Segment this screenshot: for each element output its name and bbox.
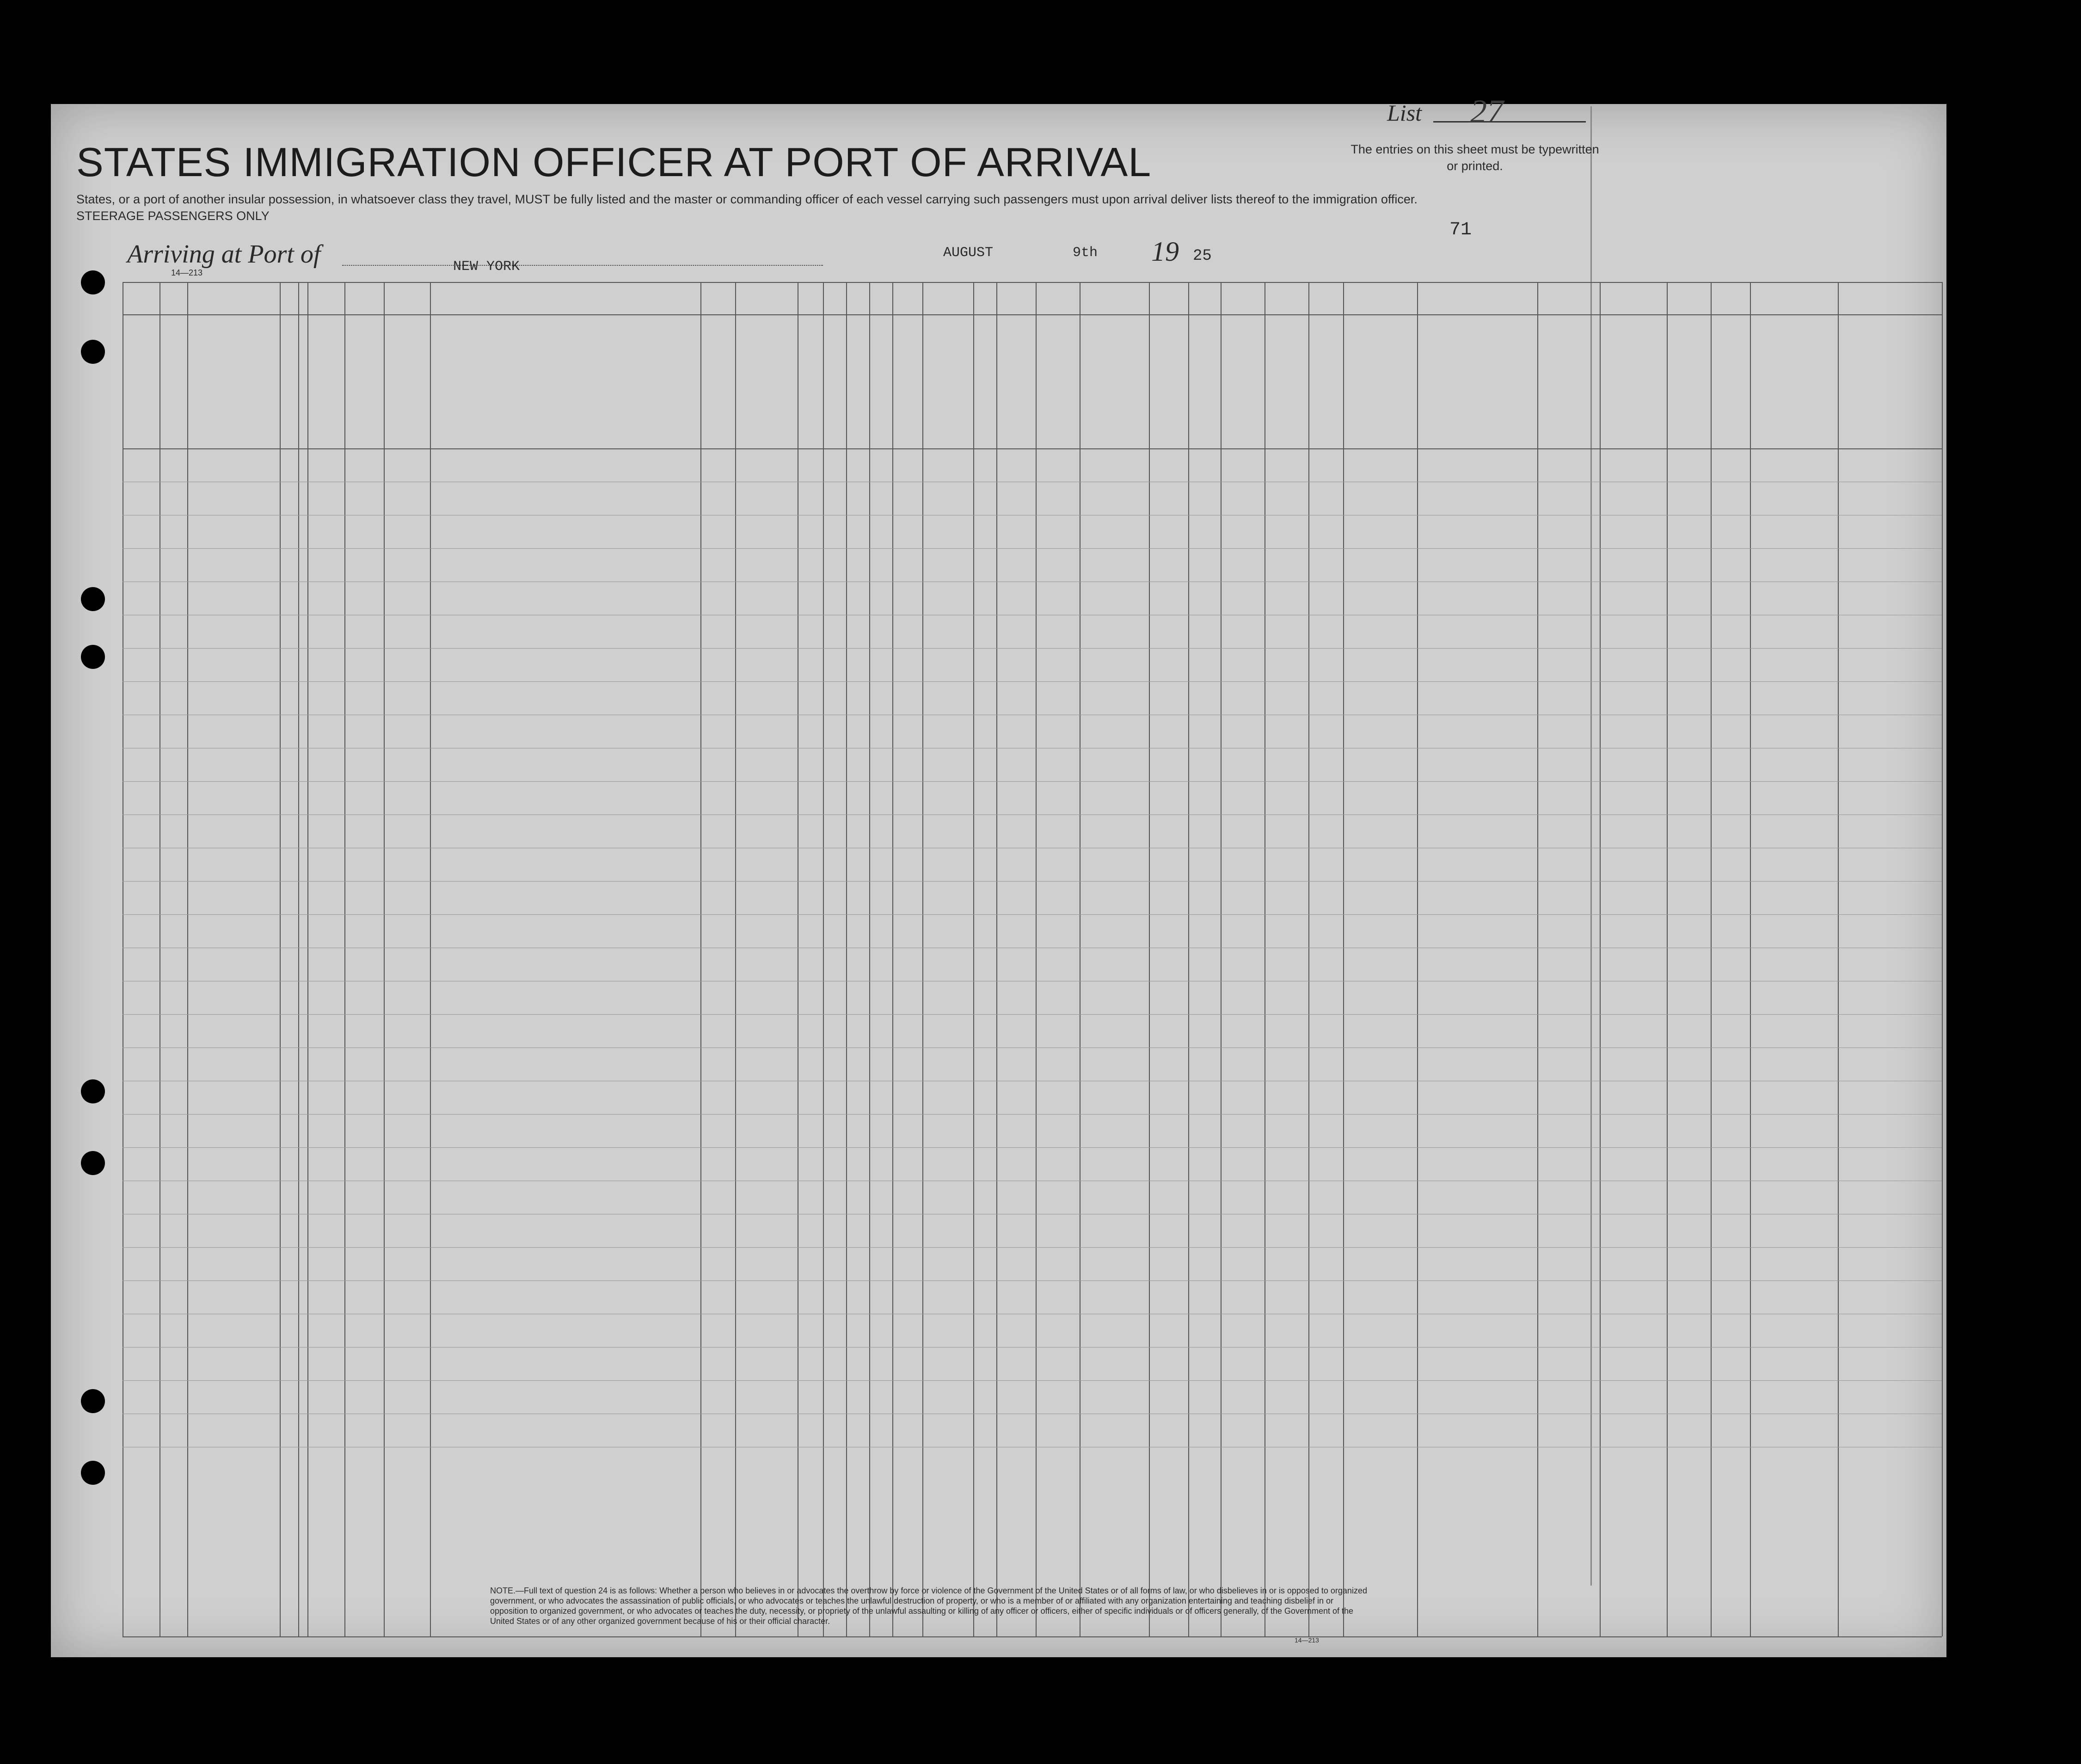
- column-rule: [869, 282, 870, 1636]
- column-rule: [735, 282, 736, 1636]
- column-rule: [1188, 282, 1189, 1636]
- column-rule: [1711, 282, 1712, 1636]
- binder-hole: [81, 587, 105, 611]
- binder-hole: [81, 270, 105, 294]
- column-rule: [1308, 282, 1309, 1636]
- row-rule: [123, 881, 1942, 882]
- right-divider: [1590, 106, 1948, 1586]
- column-rule: [1750, 282, 1751, 1636]
- binder-hole: [81, 340, 105, 364]
- year-prefix: 19: [1151, 236, 1179, 267]
- list-label: List: [1387, 100, 1422, 126]
- row-rule: [123, 1347, 1942, 1348]
- row-rule: [123, 1280, 1942, 1281]
- row-rule: [123, 548, 1942, 549]
- footnote: NOTE.—Full text of question 24 is as follows: Whether a person who believes in or advocates the overthrow by force or violence of the Government of the United States or of all forms of law, or who disbelieves in or is opposed to organized government, or who advocates the assassination of public officials, or who advocates or teaches the unlawful destruction of property, or who is a member of or affiliated with any organization entertaining and teaching disbelief in or opposition to organized government, or who advocates or teaches the duty, necessity, or propriety of the unlawful assaulting or killing of any officer or officers, either of specific individuals or of officers generally, of the Government of the United States or of any other organized government because of his or their official character.: [490, 1586, 1367, 1626]
- binder-hole: [81, 645, 105, 669]
- instruction-text: States, or a port of another insular possession, in whatsoever class they travel, MUST be fully listed and the master or commanding officer of each vessel carrying such passengers must upon arrival deliver lists thereof to the immigration officer.: [76, 192, 1418, 206]
- column-rule: [1221, 282, 1222, 1636]
- row-rule: [123, 1247, 1942, 1248]
- row-rule: [123, 1380, 1942, 1381]
- column-rule: [280, 282, 281, 1636]
- day-value: 9th: [1073, 245, 1098, 261]
- column-rule: [384, 282, 385, 1636]
- binder-hole: [81, 1461, 105, 1485]
- page-title: STATES IMMIGRATION OFFICER AT PORT OF ARRIVAL: [76, 139, 1152, 185]
- column-rule: [823, 282, 824, 1636]
- column-rule: [1600, 282, 1601, 1636]
- column-rule: [1537, 282, 1538, 1636]
- row-rule: [123, 681, 1942, 682]
- arriving-line: [342, 265, 823, 266]
- binder-hole: [81, 1079, 105, 1103]
- month-value: AUGUST: [943, 245, 994, 261]
- row-rule: [123, 1014, 1942, 1015]
- header-rule: [123, 314, 1942, 315]
- page-number: 71: [1449, 220, 1472, 240]
- column-rule: [1942, 282, 1943, 1636]
- column-rule: [1149, 282, 1150, 1636]
- instructions: [76, 191, 1602, 224]
- binder-hole: [81, 1151, 105, 1175]
- column-rule: [1838, 282, 1839, 1636]
- entries-note: The entries on this sheet must be typewritten or printed.: [1351, 142, 1599, 173]
- list-number-line: [1433, 121, 1586, 122]
- column-rule: [973, 282, 974, 1636]
- header-rule: [123, 282, 1942, 283]
- form-number: 14—213: [171, 268, 203, 277]
- column-rule: [1036, 282, 1037, 1636]
- column-rule: [430, 282, 431, 1636]
- row-rule: [123, 914, 1942, 915]
- row-rule: [123, 1047, 1942, 1048]
- column-rule: [892, 282, 893, 1636]
- column-rule: [187, 282, 188, 1636]
- row-rule: [123, 1147, 1942, 1148]
- column-rule: [344, 282, 345, 1636]
- column-rule: [1417, 282, 1418, 1636]
- column-rule: [1343, 282, 1344, 1636]
- table-bottom-rule: [123, 1636, 1942, 1637]
- column-rule: [922, 282, 923, 1636]
- column-rule: [307, 282, 308, 1636]
- column-rule: [996, 282, 997, 1636]
- binder-hole: [81, 1389, 105, 1413]
- row-rule: [123, 648, 1942, 649]
- list-number: 27: [1470, 93, 1504, 130]
- year-value: 25: [1193, 247, 1212, 265]
- header-rule: [123, 448, 1942, 449]
- row-rule: [123, 1114, 1942, 1115]
- column-rule: [1667, 282, 1668, 1636]
- form-number-bottom: 14—213: [1295, 1636, 1319, 1644]
- column-rule: [846, 282, 847, 1636]
- port-value: NEW YORK: [453, 259, 520, 275]
- arriving-label: Arriving at Port of: [127, 240, 321, 269]
- column-rule: [700, 282, 701, 1636]
- class-label: STEERAGE PASSENGERS ONLY: [76, 209, 270, 223]
- column-rule: [298, 282, 299, 1636]
- row-rule: [123, 781, 1942, 782]
